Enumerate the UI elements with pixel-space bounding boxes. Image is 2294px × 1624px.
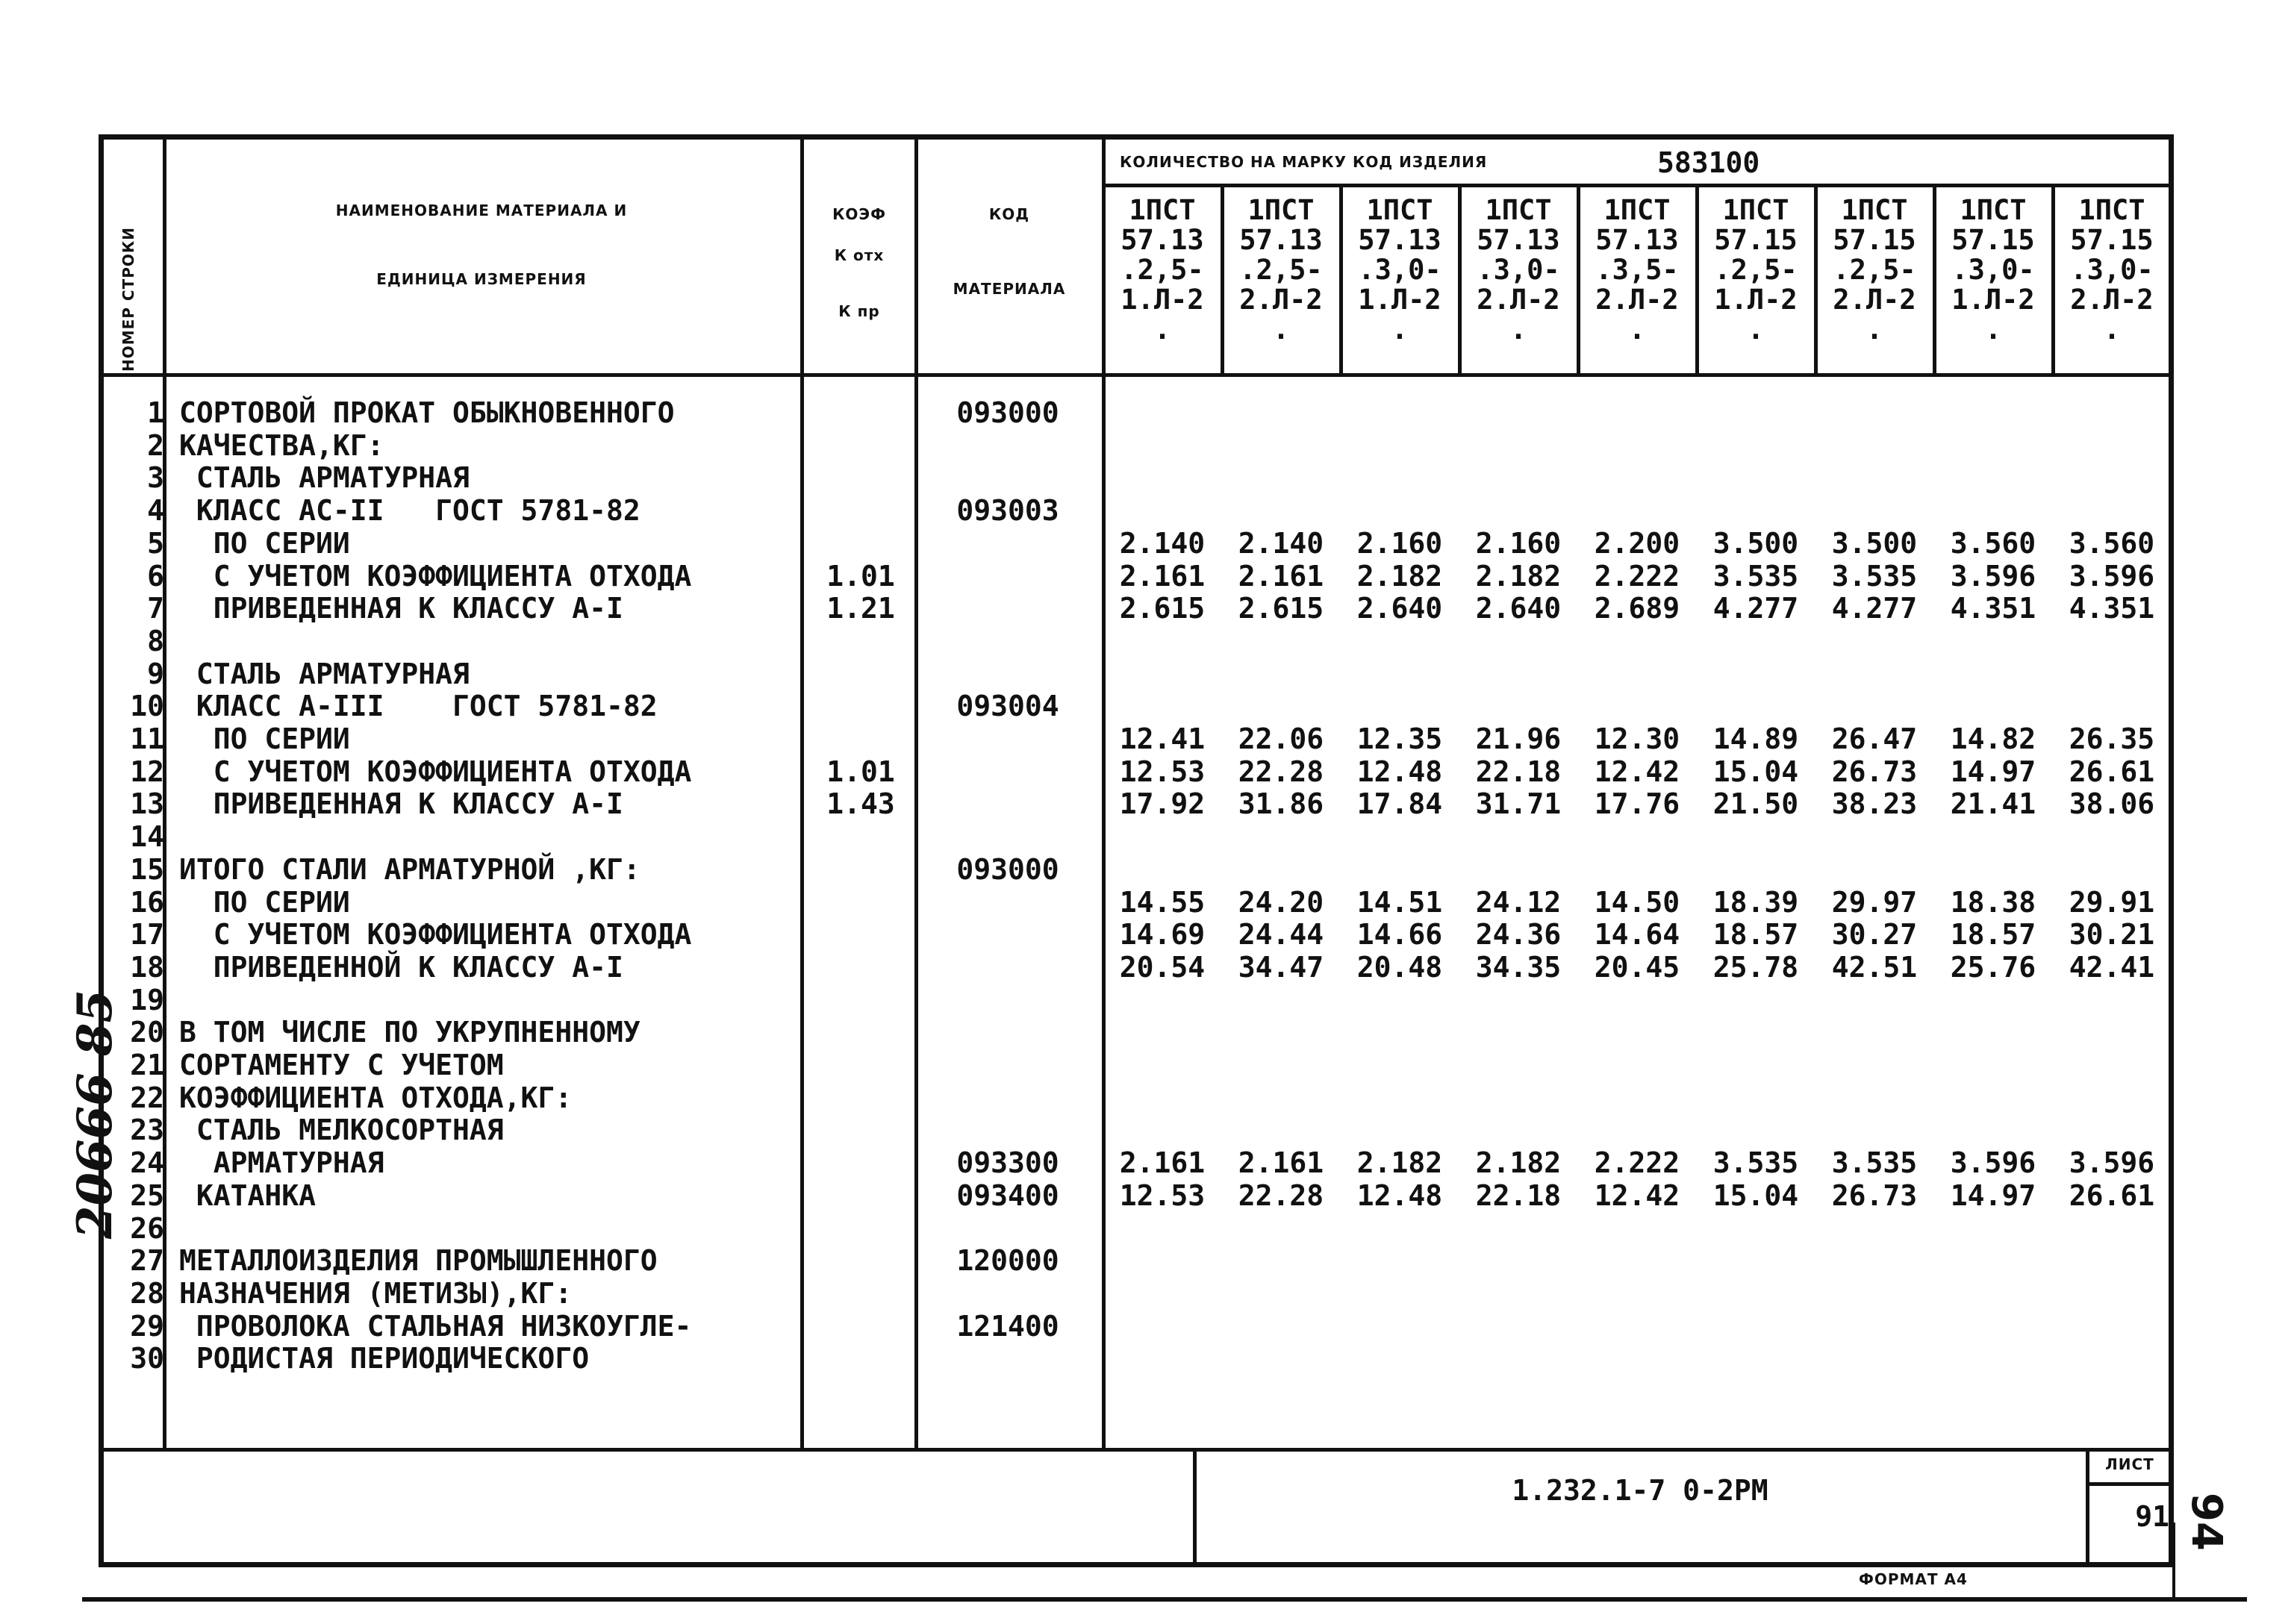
page-mark-wrap <box>2182 1493 2232 1582</box>
column-header-9 <box>2056 196 2168 345</box>
coef-reduce-header: К пр <box>838 302 880 320</box>
quantity-value: 2.689 <box>1594 592 1680 625</box>
grid-line <box>1577 187 1580 373</box>
column-header-line: . <box>1272 313 1290 346</box>
material-name: ИТОГО СТАЛИ АРМАТУРНОЙ ,КГ: <box>179 852 640 886</box>
column-header-5 <box>1581 196 1693 345</box>
row-number: 19 <box>130 983 164 1016</box>
row-number: 11 <box>130 722 164 755</box>
quantity-value: 31.71 <box>1475 787 1562 821</box>
quantity-value: 25.76 <box>1950 950 2036 984</box>
row-number: 18 <box>130 950 164 984</box>
material-name: ПО СЕРИИ <box>179 526 350 560</box>
quantity-value: 14.50 <box>1594 885 1680 919</box>
column-header-line: 57.13 <box>1477 224 1560 256</box>
row-number: 10 <box>130 690 164 723</box>
quantity-value: 2.182 <box>1356 559 1443 593</box>
grid-line <box>1458 187 1462 373</box>
column-header-line: .3,0- <box>1358 254 1441 286</box>
grid-line <box>99 373 2174 377</box>
column-header-line: 1ПСТ <box>1841 194 1908 226</box>
quantity-value: 12.30 <box>1594 722 1680 755</box>
column-header-6 <box>1700 196 1812 345</box>
quantity-value: 20.54 <box>1119 950 1206 984</box>
column-header-line: . <box>1509 313 1527 346</box>
format-label: ФОРМАТ А4 <box>1859 1570 1968 1588</box>
quantity-value: 18.57 <box>1712 918 1799 952</box>
quantity-value: 24.36 <box>1475 918 1562 952</box>
quantity-value: 14.69 <box>1119 918 1206 952</box>
column-header-line: 1ПСТ <box>1247 194 1315 226</box>
sheet-label: ЛИСТ <box>2105 1455 2154 1473</box>
material-code-header: МАТЕРИАЛА <box>953 280 1066 298</box>
column-header-line: 57.15 <box>1833 224 1916 256</box>
quantity-value: 21.96 <box>1475 722 1562 755</box>
quantity-value: 15.04 <box>1712 755 1799 788</box>
quantity-value: 2.200 <box>1594 526 1680 560</box>
quantity-value: 4.351 <box>2069 592 2155 625</box>
quantity-value: 14.64 <box>1594 918 1680 952</box>
column-header-line: 1ПСТ <box>1960 194 2027 226</box>
grid-line <box>2172 1522 2175 1597</box>
quantity-value: 18.39 <box>1712 885 1799 919</box>
quantity-value: 3.535 <box>1831 1146 1918 1180</box>
column-header-1 <box>1106 196 1218 345</box>
column-header-8 <box>1937 196 2049 345</box>
row-number: 2 <box>147 428 164 462</box>
quantity-value: 20.45 <box>1594 950 1680 984</box>
row-number: 14 <box>130 820 164 854</box>
quantity-value: 21.41 <box>1950 787 2036 821</box>
material-code: 121400 <box>956 1309 1059 1343</box>
column-header-line: .2,5- <box>1120 254 1204 286</box>
column-header-line: 2.Л-2 <box>1833 284 1916 316</box>
quantity-value: 2.222 <box>1594 559 1680 593</box>
quantity-value: 14.97 <box>1950 1178 2036 1212</box>
material-name: СТАЛЬ АРМАТУРНАЯ <box>179 461 470 495</box>
quantity-value: 2.161 <box>1119 1146 1206 1180</box>
quantity-value: 38.23 <box>1831 787 1918 821</box>
column-header-line: 1.Л-2 <box>1951 284 2035 316</box>
column-header-line: 57.15 <box>2070 224 2154 256</box>
grid-line <box>1814 187 1818 373</box>
material-name: В ТОМ ЧИСЛЕ ПО УКРУПНЕННОМУ <box>179 1016 640 1049</box>
column-header-line: . <box>1628 313 1646 346</box>
column-header-line: 2.Л-2 <box>1595 284 1679 316</box>
row-number: 8 <box>147 624 164 658</box>
material-name: ПО СЕРИИ <box>179 722 350 755</box>
coef-waste-header: К отх <box>834 246 885 264</box>
quantity-value: 24.20 <box>1238 885 1324 919</box>
grid-line <box>800 134 804 1448</box>
bottom-rule <box>82 1597 2247 1602</box>
column-header-3 <box>1344 196 1456 345</box>
grid-line <box>1193 1448 1197 1567</box>
column-header-line: . <box>1984 313 2002 346</box>
coefficient: 1.43 <box>826 787 895 821</box>
row-number: 1 <box>147 396 164 429</box>
quantity-value: 2.615 <box>1238 592 1324 625</box>
code-header: КОД <box>988 205 1030 223</box>
quantity-value: 29.91 <box>2069 885 2155 919</box>
quantity-value: 3.560 <box>1950 526 2036 560</box>
row-number: 30 <box>130 1342 164 1375</box>
material-name: ПО СЕРИИ <box>179 885 350 919</box>
row-number: 16 <box>130 885 164 919</box>
quantity-value: 21.50 <box>1712 787 1799 821</box>
quantity-value: 20.48 <box>1356 950 1443 984</box>
column-header-2 <box>1225 196 1337 345</box>
quantity-value: 2.640 <box>1475 592 1562 625</box>
column-header-line: 1ПСТ <box>1129 194 1196 226</box>
quantity-value: 14.97 <box>1950 755 2036 788</box>
row-number: 21 <box>130 1049 164 1081</box>
material-name: ПРИВЕДЕННАЯ К КЛАССУ А-I <box>179 787 623 821</box>
quantity-value: 26.47 <box>1831 722 1918 755</box>
column-header-line: 57.13 <box>1595 224 1679 256</box>
column-header-4 <box>1462 196 1574 345</box>
page-mark: 94 <box>2182 1493 2231 1551</box>
quantity-value: 2.160 <box>1356 526 1443 560</box>
material-name-header: НАИМЕНОВАНИЕ МАТЕРИАЛА И <box>335 202 628 219</box>
quantity-value: 2.222 <box>1594 1146 1680 1180</box>
quantity-value: 12.53 <box>1119 1178 1206 1212</box>
row-number: 27 <box>130 1244 164 1278</box>
quantity-value: 3.535 <box>1831 559 1918 593</box>
quantity-value: 2.182 <box>1475 559 1562 593</box>
row-number: 12 <box>130 755 164 788</box>
quantity-value: 26.73 <box>1831 1178 1918 1212</box>
quantity-value: 2.182 <box>1475 1146 1562 1180</box>
material-name: ПРИВЕДЕННАЯ К КЛАССУ А-I <box>179 592 623 625</box>
column-header-line: 2.Л-2 <box>1477 284 1560 316</box>
material-name: С УЧЕТОМ КОЭФФИЦИЕНТА ОТХОДА <box>179 918 692 952</box>
quantity-value: 3.500 <box>1831 526 1918 560</box>
column-header-line: .2,5- <box>1833 254 1916 286</box>
grid-line <box>1339 187 1343 373</box>
quantity-value: 24.44 <box>1238 918 1324 952</box>
material-code: 093300 <box>956 1146 1059 1180</box>
quantity-value: 26.73 <box>1831 755 1918 788</box>
quantity-value: 34.35 <box>1475 950 1562 984</box>
column-header-line: 57.13 <box>1358 224 1441 256</box>
row-number: 26 <box>130 1211 164 1245</box>
column-header-line: .3,0- <box>2070 254 2154 286</box>
column-header-line: 1.Л-2 <box>1120 284 1204 316</box>
quantity-value: 17.92 <box>1119 787 1206 821</box>
row-number: 3 <box>147 461 164 495</box>
quantity-value: 22.06 <box>1238 722 1324 755</box>
row-number: 24 <box>130 1146 164 1180</box>
quantity-value: 17.84 <box>1356 787 1443 821</box>
quantity-value: 12.41 <box>1119 722 1206 755</box>
quantity-value: 30.27 <box>1831 918 1918 952</box>
material-name: КЛАСС АС-II ГОСТ 5781-82 <box>179 494 640 528</box>
quantity-value: 26.61 <box>2069 755 2155 788</box>
coefficient: 1.01 <box>826 755 895 788</box>
quantity-value: 3.596 <box>2069 1146 2155 1180</box>
quantity-value: 38.06 <box>2069 787 2155 821</box>
column-header-line: .2,5- <box>1714 254 1798 286</box>
column-header-line: . <box>2103 313 2121 346</box>
grid-line <box>1695 187 1699 373</box>
quantity-value: 34.47 <box>1238 950 1324 984</box>
quantity-value: 22.18 <box>1475 755 1562 788</box>
grid-line <box>1102 184 2174 187</box>
column-header-line: .3,0- <box>1951 254 2035 286</box>
quantity-value: 2.161 <box>1238 559 1324 593</box>
coefficient: 1.21 <box>826 592 895 625</box>
row-number: 4 <box>147 494 164 528</box>
quantity-value: 3.500 <box>1712 526 1799 560</box>
material-name: НАЗНАЧЕНИЯ (МЕТИЗЫ),КГ: <box>179 1276 573 1310</box>
row-number: 13 <box>130 787 164 821</box>
unit-header: ЕДИНИЦА ИЗМЕРЕНИЯ <box>376 270 587 288</box>
quantity-value: 12.35 <box>1356 722 1443 755</box>
quantity-value: 25.78 <box>1712 950 1799 984</box>
material-name: КАЧЕСТВА,КГ: <box>179 428 384 462</box>
row-number: 5 <box>147 526 164 560</box>
row-number-header: НОМЕР СТРОКИ <box>119 227 137 372</box>
column-header-line: 1ПСТ <box>1603 194 1671 226</box>
quantity-value: 3.596 <box>1950 1146 2036 1180</box>
column-header-line: 57.13 <box>1239 224 1323 256</box>
column-header-line: .2,5- <box>1239 254 1323 286</box>
column-header-line: . <box>1866 313 1883 346</box>
column-header-line: 2.Л-2 <box>1239 284 1323 316</box>
quantity-value: 3.535 <box>1712 559 1799 593</box>
coefficient: 1.01 <box>826 559 895 593</box>
quantity-value: 22.28 <box>1238 1178 1324 1212</box>
quantity-value: 2.182 <box>1356 1146 1443 1180</box>
quantity-value: 12.53 <box>1119 755 1206 788</box>
material-name: СТАЛЬ МЕЛКОСОРТНАЯ <box>179 1114 504 1147</box>
quantity-value: 3.596 <box>1950 559 2036 593</box>
quantity-value: 26.35 <box>2069 722 2155 755</box>
row-number: 7 <box>147 592 164 625</box>
column-header-line: 1.Л-2 <box>1714 284 1798 316</box>
column-header-line: 1ПСТ <box>1366 194 1433 226</box>
quantity-value: 2.640 <box>1356 592 1443 625</box>
row-number: 29 <box>130 1309 164 1343</box>
material-code: 120000 <box>956 1244 1059 1278</box>
column-header-line: . <box>1391 313 1409 346</box>
material-code: 093004 <box>956 690 1059 723</box>
quantity-value: 24.12 <box>1475 885 1562 919</box>
quantity-value: 14.51 <box>1356 885 1443 919</box>
coef-header: КОЭФ <box>832 205 886 223</box>
material-name: С УЧЕТОМ КОЭФФИЦИЕНТА ОТХОДА <box>179 559 692 593</box>
material-name: ПРОВОЛОКА СТАЛЬНАЯ НИЗКОУГЛЕ- <box>179 1309 692 1343</box>
row-number: 6 <box>147 559 164 593</box>
grid-line <box>2086 1482 2174 1486</box>
quantity-value: 31.86 <box>1238 787 1324 821</box>
column-header-line: . <box>1747 313 1765 346</box>
row-number: 23 <box>130 1114 164 1147</box>
quantity-value: 14.89 <box>1712 722 1799 755</box>
column-header-line: .3,0- <box>1477 254 1560 286</box>
side-code: 20666 85 <box>67 990 123 1239</box>
quantity-value: 2.140 <box>1238 526 1324 560</box>
column-header-line: 2.Л-2 <box>2070 284 2154 316</box>
quantity-value: 42.51 <box>1831 950 1918 984</box>
quantity-value: 3.596 <box>2069 559 2155 593</box>
material-name: СОРТАМЕНТУ С УЧЕТОМ <box>179 1049 504 1081</box>
row-number: 15 <box>130 852 164 886</box>
material-name: МЕТАЛЛОИЗДЕЛИЯ ПРОМЫШЛЕННОГО <box>179 1244 658 1278</box>
quantity-value: 2.161 <box>1238 1146 1324 1180</box>
quantity-value: 4.277 <box>1831 592 1918 625</box>
row-number: 9 <box>147 657 164 690</box>
material-name: КЛАСС А-III ГОСТ 5781-82 <box>179 690 658 723</box>
quantity-value: 4.351 <box>1950 592 2036 625</box>
quantity-value: 18.38 <box>1950 885 2036 919</box>
quantity-value: 12.48 <box>1356 755 1443 788</box>
material-name: КАТАНКА <box>179 1178 317 1212</box>
sheet-number: 91 <box>2135 1500 2169 1533</box>
quantity-value: 26.61 <box>2069 1178 2155 1212</box>
quantity-value: 4.277 <box>1712 592 1799 625</box>
quantity-value: 14.55 <box>1119 885 1206 919</box>
grid-line <box>1221 187 1224 373</box>
column-header-line: 57.15 <box>1714 224 1798 256</box>
quantity-value: 2.161 <box>1119 559 1206 593</box>
quantity-value: 3.535 <box>1712 1146 1799 1180</box>
material-name: СТАЛЬ АРМАТУРНАЯ <box>179 657 470 690</box>
column-header-line: 57.15 <box>1951 224 2035 256</box>
row-number: 22 <box>130 1081 164 1114</box>
material-code: 093000 <box>956 396 1059 429</box>
quantity-value: 12.42 <box>1594 1178 1680 1212</box>
document-code: 1.232.1-7 0-2РМ <box>1512 1474 1768 1507</box>
quantity-value: 12.48 <box>1356 1178 1443 1212</box>
quantity-value: 30.21 <box>2069 918 2155 952</box>
column-header-line: 1ПСТ <box>1485 194 1552 226</box>
material-code: 093400 <box>956 1178 1059 1212</box>
quantity-value: 2.160 <box>1475 526 1562 560</box>
quantity-value: 14.66 <box>1356 918 1443 952</box>
grid-line <box>2051 187 2055 373</box>
material-name: РОДИСТАЯ ПЕРИОДИЧЕСКОГО <box>179 1342 590 1375</box>
quantity-value: 12.42 <box>1594 755 1680 788</box>
quantity-header: КОЛИЧЕСТВО НА МАРКУ КОД ИЗДЕЛИЯ <box>1120 153 1488 171</box>
material-name: С УЧЕТОМ КОЭФФИЦИЕНТА ОТХОДА <box>179 755 692 788</box>
column-header-line: 1ПСТ <box>1722 194 1789 226</box>
material-name: ПРИВЕДЕННОЙ К КЛАССУ А-I <box>179 950 623 984</box>
quantity-value: 14.82 <box>1950 722 2036 755</box>
row-number: 25 <box>130 1178 164 1212</box>
column-header-line: . <box>1153 313 1171 346</box>
column-header-line: 1.Л-2 <box>1358 284 1441 316</box>
material-name: СОРТОВОЙ ПРОКАТ ОБЫКНОВЕННОГО <box>179 396 675 429</box>
material-name: КОЭФФИЦИЕНТА ОТХОДА,КГ: <box>179 1081 573 1114</box>
quantity-value: 22.18 <box>1475 1178 1562 1212</box>
column-header-7 <box>1818 196 1930 345</box>
quantity-value: 22.28 <box>1238 755 1324 788</box>
product-code: 583100 <box>1657 146 1760 179</box>
quantity-value: 15.04 <box>1712 1178 1799 1212</box>
quantity-value: 2.140 <box>1119 526 1206 560</box>
row-number: 28 <box>130 1276 164 1310</box>
material-code: 093000 <box>956 852 1059 886</box>
grid-line <box>99 1448 2174 1452</box>
material-code: 093003 <box>956 494 1059 528</box>
row-number: 17 <box>130 918 164 952</box>
column-header-line: 57.13 <box>1120 224 1204 256</box>
column-header-line: 1ПСТ <box>2078 194 2145 226</box>
quantity-value: 17.76 <box>1594 787 1680 821</box>
quantity-value: 3.560 <box>2069 526 2155 560</box>
material-name: АРМАТУРНАЯ <box>179 1146 384 1180</box>
grid-line <box>1933 187 1936 373</box>
quantity-value: 42.41 <box>2069 950 2155 984</box>
quantity-value: 29.97 <box>1831 885 1918 919</box>
column-header-line: .3,5- <box>1595 254 1679 286</box>
quantity-value: 18.57 <box>1950 918 2036 952</box>
row-number: 20 <box>130 1016 164 1049</box>
quantity-value: 2.615 <box>1119 592 1206 625</box>
